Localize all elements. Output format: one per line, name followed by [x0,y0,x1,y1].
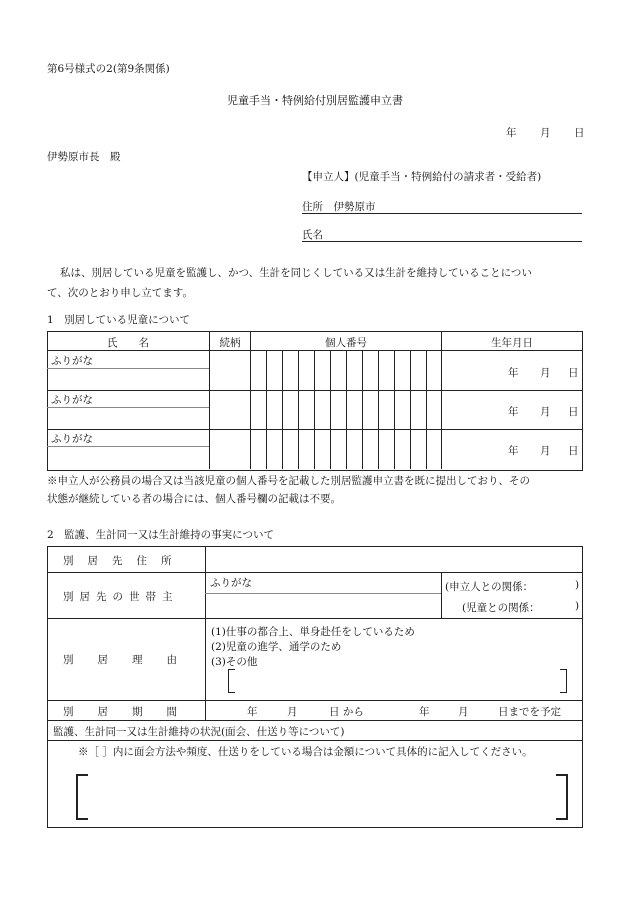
page-title: 児童手当・特例給付別居監護申立書 [227,94,403,107]
date-year: 年 [506,127,517,139]
reason-item: (1)仕事の都合上、単身赴任をしているため [211,626,415,638]
close-paren: ) [575,600,580,612]
relation-child: (児童との関係： [462,602,540,614]
householder-label: 別居先の世帯主 [63,591,179,603]
birth-day: 日 [568,445,579,457]
birth-day: 日 [568,367,579,379]
name-line [302,241,582,242]
period-until: 日までを予定 [498,706,561,718]
bracket-right [556,774,568,820]
status-label: 監護、生計同一又は生計維持の状況(面会、仕送り等について) [53,726,345,738]
relation-applicant: (申立人との関係： [445,581,534,593]
header-birth: 生年月日 [491,337,533,349]
reason-item: (3)その他 [211,656,258,668]
date-day: 日 [574,127,585,139]
applicant-name-label: 氏名 [302,229,323,241]
birth-month: 月 [540,445,551,457]
furigana-label: ふりがな [51,355,93,367]
close-paren: ) [575,579,580,591]
header-id: 個人番号 [325,337,367,349]
declaration-line1: 私は、別居している児童を監護し、かつ、生計を同じくしている又は生計を維持していることについ [60,267,532,279]
furigana-label: ふりがな [51,394,93,406]
period-label: 別居期間 [63,706,201,718]
birth-year: 年 [508,406,519,418]
period-year2: 年 [419,706,430,718]
form-number: 第6号様式の2(第9条関係) [47,63,170,75]
reason-label: 別居理由 [63,654,201,666]
header-name: 氏 名 [107,337,149,349]
birth-year: 年 [508,367,519,379]
declaration-line2: て、次のとおり申し立てます。 [47,287,193,299]
status-note: ※［ ］内に面会方法や頻度、仕送りをしている場合は金額について具体的に記入してください。 [78,746,533,758]
furigana-label: ふりがな [51,433,93,445]
period-month2: 月 [458,706,469,718]
birth-year: 年 [508,445,519,457]
bracket-left [228,669,235,693]
address-label: 別居先住所 [63,555,186,567]
address-line [302,213,582,214]
applicant-heading: 【申立人】(児童手当・特例給付の請求者・受給者) [302,171,542,183]
period-from: 日 から [329,706,364,718]
section2-heading: 2 監護、生計同一又は生計維持の事実について [47,529,274,541]
householder-furigana: ふりがな [210,577,252,589]
bracket-left [76,774,88,820]
reason-item: (2)児童の進学、通学のため [211,641,342,653]
birth-month: 月 [540,406,551,418]
birth-day: 日 [568,406,579,418]
section1-heading: 1 別居している児童について [47,314,190,326]
header-relation: 続柄 [219,337,241,349]
period-month: 月 [287,706,298,718]
note-line1: ※申立人が公務員の場合又は当該児童の個人番号を記載した別居監護申立書を既に提出しており、その [47,475,530,487]
birth-month: 月 [540,367,551,379]
addressee: 伊勢原市長 殿 [47,151,121,163]
date-month: 月 [540,127,551,139]
bracket-right [560,669,567,693]
period-year: 年 [247,706,258,718]
applicant-address-label: 住所 伊勢原市 [302,201,376,213]
note-line2: 状態が継続している者の場合には、個人番号欄の記載は不要。 [47,493,341,505]
